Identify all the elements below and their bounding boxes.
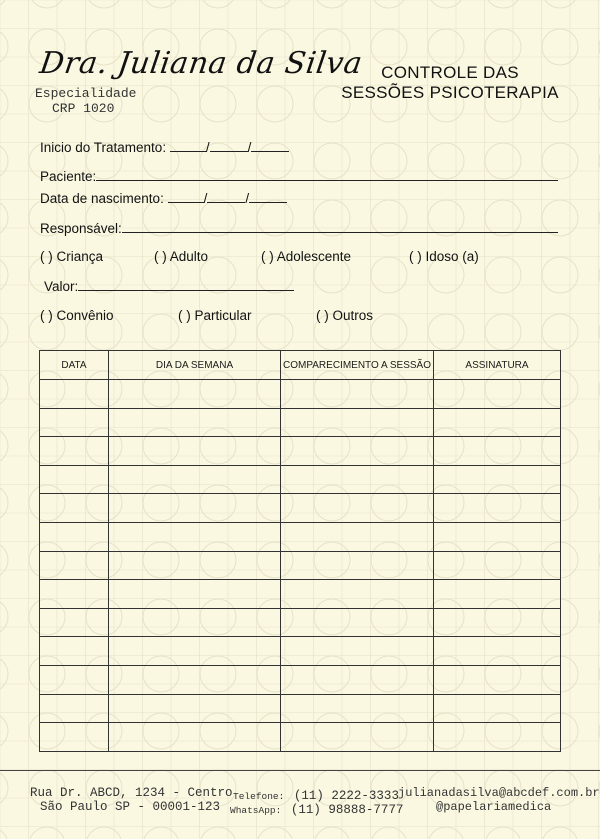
pattern-circle bbox=[0, 656, 8, 692]
weekday-cell[interactable] bbox=[109, 465, 281, 494]
pattern-circle bbox=[542, 314, 578, 350]
responsible-field bbox=[40, 220, 558, 236]
attendance-cell[interactable] bbox=[281, 723, 434, 752]
signature-cell[interactable] bbox=[434, 694, 561, 723]
option-checkbox[interactable]: ( ) bbox=[409, 249, 422, 264]
pattern-circle bbox=[542, 257, 578, 293]
column-header-attendance: COMPARECIMENTO A SESSÃO bbox=[281, 351, 434, 380]
value-field bbox=[44, 278, 294, 294]
column-header-signature: ASSINATURA bbox=[434, 351, 561, 380]
pattern-circle bbox=[257, 86, 293, 122]
responsible-blank[interactable] bbox=[122, 220, 558, 233]
signature-cell[interactable] bbox=[434, 380, 561, 409]
pattern-circle bbox=[86, 0, 122, 8]
table-row bbox=[40, 380, 561, 409]
attendance-cell[interactable] bbox=[281, 666, 434, 695]
weekday-cell[interactable] bbox=[109, 580, 281, 609]
whatsapp-number: (11) 98888-7777 bbox=[290, 803, 404, 817]
pattern-circle bbox=[542, 29, 578, 65]
pattern-circle bbox=[0, 428, 8, 464]
option-label: Particular bbox=[194, 308, 252, 323]
option-checkbox[interactable]: ( ) bbox=[316, 308, 329, 323]
table-row bbox=[40, 465, 561, 494]
year-blank[interactable] bbox=[249, 190, 287, 203]
signature-cell[interactable] bbox=[434, 437, 561, 466]
option-convenio[interactable] bbox=[40, 308, 114, 323]
column-header-weekday: DIA DA SEMANA bbox=[109, 351, 281, 380]
patient-field bbox=[40, 168, 558, 184]
attendance-cell[interactable] bbox=[281, 494, 434, 523]
option-label: Adulto bbox=[169, 249, 209, 264]
pattern-circle bbox=[0, 542, 8, 578]
pattern-circle bbox=[542, 827, 578, 839]
pattern-circle bbox=[371, 314, 407, 350]
pattern-circle bbox=[200, 86, 236, 122]
weekday-cell[interactable] bbox=[109, 608, 281, 637]
option-checkbox[interactable]: ( ) bbox=[40, 308, 53, 323]
date-separator: / bbox=[247, 140, 252, 155]
date-separator: / bbox=[205, 140, 210, 155]
date-cell[interactable] bbox=[40, 494, 109, 523]
attendance-cell[interactable] bbox=[281, 580, 434, 609]
pattern-circle bbox=[0, 86, 8, 122]
pattern-circle bbox=[371, 257, 407, 293]
pattern-circle bbox=[0, 713, 8, 749]
pattern-circle bbox=[0, 257, 8, 293]
option-adolescente[interactable] bbox=[261, 249, 351, 264]
birthdate-field bbox=[40, 190, 287, 206]
pattern-circle bbox=[0, 371, 8, 407]
pattern-circle bbox=[143, 86, 179, 122]
pattern-circle bbox=[314, 827, 350, 839]
pattern-circle bbox=[0, 29, 8, 65]
doctor-signature: Dra. Juliana da Silva bbox=[37, 46, 365, 81]
date-cell[interactable] bbox=[40, 523, 109, 552]
attendance-cell[interactable] bbox=[281, 608, 434, 637]
weekday-cell[interactable] bbox=[109, 723, 281, 752]
pattern-circle bbox=[428, 0, 464, 8]
weekday-cell[interactable] bbox=[109, 523, 281, 552]
table-row bbox=[40, 666, 561, 695]
option-label: Criança bbox=[56, 249, 104, 264]
treatment-start-label: Inicio do Tratamento: bbox=[40, 140, 167, 155]
footer-email[interactable]: julianadasilva@abcdef.com.br bbox=[398, 786, 600, 800]
option-checkbox[interactable]: ( ) bbox=[261, 249, 274, 264]
pattern-circle bbox=[0, 143, 8, 179]
table-row bbox=[40, 494, 561, 523]
sessions-table bbox=[39, 350, 561, 752]
signature-cell[interactable] bbox=[434, 523, 561, 552]
pattern-circle bbox=[428, 29, 464, 65]
pattern-circle bbox=[143, 827, 179, 839]
option-crianca[interactable] bbox=[40, 249, 103, 264]
pattern-circle bbox=[257, 314, 293, 350]
pattern-circle bbox=[485, 29, 521, 65]
date-cell[interactable] bbox=[40, 694, 109, 723]
table-row bbox=[40, 608, 561, 637]
specialty-label: Especialidade bbox=[35, 86, 137, 101]
pattern-circle bbox=[428, 314, 464, 350]
patient-label: Paciente: bbox=[40, 169, 97, 184]
date-cell[interactable] bbox=[40, 437, 109, 466]
value-label: Valor: bbox=[44, 279, 79, 294]
table-row bbox=[40, 637, 561, 666]
pattern-circle bbox=[0, 827, 8, 839]
year-blank[interactable] bbox=[251, 139, 289, 152]
phone-number: (11) 2222-3333 bbox=[293, 789, 399, 803]
date-cell[interactable] bbox=[40, 608, 109, 637]
birthdate-label: Data de nascimento: bbox=[40, 191, 164, 206]
pattern-circle bbox=[29, 827, 65, 839]
attendance-cell[interactable] bbox=[281, 694, 434, 723]
pattern-circle bbox=[0, 314, 8, 350]
table-header-row bbox=[40, 351, 561, 380]
attendance-cell[interactable] bbox=[281, 437, 434, 466]
pattern-circle bbox=[485, 827, 521, 839]
pattern-circle bbox=[0, 599, 8, 635]
table-row bbox=[40, 580, 561, 609]
date-cell[interactable] bbox=[40, 580, 109, 609]
date-separator: / bbox=[245, 191, 250, 206]
crp-number: CRP 1020 bbox=[52, 101, 115, 116]
signature-cell[interactable] bbox=[434, 494, 561, 523]
column-header-date: DATA bbox=[40, 351, 109, 380]
table-row bbox=[40, 551, 561, 580]
pattern-circle bbox=[29, 0, 65, 8]
month-blank[interactable] bbox=[207, 190, 245, 203]
date-cell[interactable] bbox=[40, 465, 109, 494]
footer-social[interactable]: @papelariamedica bbox=[436, 800, 552, 814]
option-checkbox[interactable]: ( ) bbox=[40, 249, 53, 264]
month-blank[interactable] bbox=[210, 139, 248, 152]
option-checkbox[interactable]: ( ) bbox=[178, 308, 191, 323]
option-checkbox[interactable]: ( ) bbox=[154, 249, 167, 264]
attendance-cell[interactable] bbox=[281, 380, 434, 409]
attendance-cell[interactable] bbox=[281, 523, 434, 552]
pattern-circle bbox=[143, 314, 179, 350]
attendance-cell[interactable] bbox=[281, 465, 434, 494]
pattern-circle bbox=[0, 200, 8, 236]
signature-cell[interactable] bbox=[434, 637, 561, 666]
pattern-circle bbox=[428, 827, 464, 839]
option-label: Adolescente bbox=[276, 249, 352, 264]
value-blank[interactable] bbox=[78, 278, 294, 291]
weekday-cell[interactable] bbox=[109, 551, 281, 580]
form-title-line1: CONTROLE DAS bbox=[381, 63, 519, 82]
weekday-cell[interactable] bbox=[109, 380, 281, 409]
pattern-circle bbox=[86, 827, 122, 839]
option-label: Outros bbox=[332, 308, 374, 323]
footer-address-line2: São Paulo SP - 00001-123 bbox=[40, 800, 221, 814]
pattern-circle bbox=[200, 827, 236, 839]
whatsapp-label: WhatsApp: bbox=[230, 805, 282, 816]
pattern-circle bbox=[542, 0, 578, 8]
signature-cell[interactable] bbox=[434, 408, 561, 437]
pattern-circle bbox=[371, 29, 407, 65]
weekday-cell[interactable] bbox=[109, 637, 281, 666]
pattern-circle bbox=[0, 770, 8, 806]
table-row bbox=[40, 694, 561, 723]
pattern-circle bbox=[200, 0, 236, 8]
pattern-circle bbox=[257, 0, 293, 8]
table-row bbox=[40, 523, 561, 552]
signature-cell[interactable] bbox=[434, 723, 561, 752]
signature-cell[interactable] bbox=[434, 580, 561, 609]
date-cell[interactable] bbox=[40, 723, 109, 752]
responsible-label: Responsável: bbox=[40, 221, 122, 236]
signature-cell[interactable] bbox=[434, 666, 561, 695]
signature-cell[interactable] bbox=[434, 608, 561, 637]
attendance-cell[interactable] bbox=[281, 408, 434, 437]
option-idoso[interactable] bbox=[409, 249, 479, 264]
pattern-circle bbox=[314, 0, 350, 8]
day-blank[interactable] bbox=[168, 190, 204, 203]
table-row bbox=[40, 437, 561, 466]
weekday-cell[interactable] bbox=[109, 437, 281, 466]
date-cell[interactable] bbox=[40, 551, 109, 580]
patient-blank[interactable] bbox=[96, 168, 558, 181]
footer-whatsapp bbox=[230, 800, 403, 818]
date-cell[interactable] bbox=[40, 637, 109, 666]
pattern-circle bbox=[0, 485, 8, 521]
pattern-circle bbox=[143, 0, 179, 8]
pattern-circle bbox=[371, 0, 407, 8]
weekday-cell[interactable] bbox=[109, 666, 281, 695]
date-separator: / bbox=[203, 191, 208, 206]
option-label: Convênio bbox=[56, 308, 114, 323]
weekday-cell[interactable] bbox=[109, 494, 281, 523]
date-cell[interactable] bbox=[40, 380, 109, 409]
pattern-circle bbox=[371, 827, 407, 839]
pattern-circle bbox=[257, 827, 293, 839]
table-row bbox=[40, 723, 561, 752]
footer-divider bbox=[0, 770, 600, 771]
option-outros[interactable] bbox=[316, 308, 373, 323]
pattern-circle bbox=[485, 0, 521, 8]
option-particular[interactable] bbox=[178, 308, 252, 323]
option-adulto[interactable] bbox=[154, 249, 208, 264]
day-blank[interactable] bbox=[170, 139, 206, 152]
signature-cell[interactable] bbox=[434, 551, 561, 580]
footer-address-line1: Rua Dr. ABCD, 1234 - Centro bbox=[30, 786, 233, 800]
phone-label: Telefone: bbox=[233, 791, 285, 802]
attendance-cell[interactable] bbox=[281, 637, 434, 666]
treatment-start-field bbox=[40, 139, 289, 155]
weekday-cell[interactable] bbox=[109, 694, 281, 723]
option-label: Idoso (a) bbox=[425, 249, 479, 264]
pattern-circle bbox=[485, 314, 521, 350]
pattern-circle bbox=[0, 0, 8, 8]
weekday-cell[interactable] bbox=[109, 408, 281, 437]
pattern-circle bbox=[485, 257, 521, 293]
table-row bbox=[40, 408, 561, 437]
form-title-line2: SESSÕES PSICOTERAPIA bbox=[341, 83, 559, 102]
signature-cell[interactable] bbox=[434, 465, 561, 494]
attendance-cell[interactable] bbox=[281, 551, 434, 580]
date-cell[interactable] bbox=[40, 666, 109, 695]
date-cell[interactable] bbox=[40, 408, 109, 437]
